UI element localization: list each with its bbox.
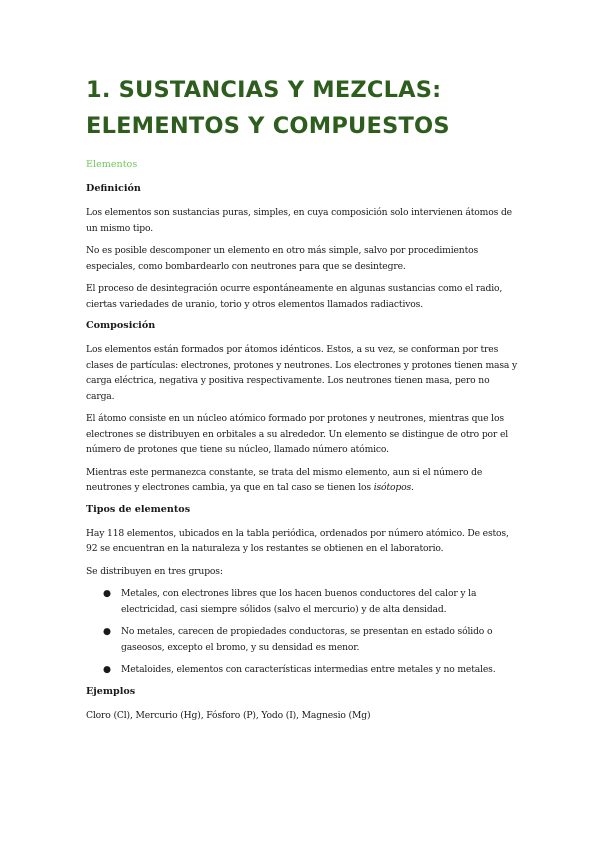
list-item-text: Metales, con electrones libres que los hacen buenos conductores del calor y la electricidad, casi siempre sólidos (salvo el mercurio) y de alta densidad.: [121, 588, 477, 615]
composicion-paragraph-1: Los elementos están formados por átomos idénticos. Estos, a su vez, se conforman por tres clases de partículas: electrones, protones y neutrones. Los electrones y protones tienen masa y carga eléctrica, negativa y positiva respectivamente. Los neutrones tienen masa, pero no carga.: [86, 344, 518, 402]
heading-tipos-de-elementos: Tipos de elementos: [86, 503, 191, 515]
title-line-1: 1. SUSTANCIAS Y MEZCLAS:: [86, 77, 442, 103]
list-item-text: Metaloides, elementos con características intermedias entre metales y no metales.: [121, 664, 496, 675]
definicion-paragraph-1: Los elementos son sustancias puras, simples, en cuya composición solo intervienen átomos de un mismo tipo.: [86, 207, 512, 234]
document-page: [86, 72, 518, 730]
tipos-paragraph-1: Hay 118 elementos, ubicados en la tabla periódica, ordenados por número atómico. De estos, 92 se encuentran en la naturaleza y los restantes se obtienen en el laboratorio.: [86, 527, 509, 554]
composicion-paragraph-2: El átomo consiste en un núcleo atómico formado por protones y neutrones, mientras que los electrones se distribuyen en orbitales a su alrededor. Un elemento se distingue de otro por el número de protones que tiene su núcleo, llamado número atómico.: [86, 413, 509, 455]
heading-composicion: Composición: [86, 320, 156, 331]
ejemplos-text: Cloro (Cl), Mercurio (Hg), Fósforo (P), Yodo (I), Magnesio (Mg): [86, 709, 371, 721]
bullet-icon: ●: [103, 588, 111, 599]
definicion-paragraph-3: El proceso de desintegración ocurre espontáneamente en algunas sustancias como el radio, ciertas variedades de uranio, torio y otros elementos llamados radiactivos.: [86, 283, 503, 310]
list-item-text: No metales, carecen de propiedades conductoras, se presentan en estado sólido o gaseosos, excepto el bromo, y su densidad es menor.: [121, 626, 493, 653]
element-groups-list: [86, 586, 518, 678]
composicion-paragraph-3: [86, 465, 518, 496]
composicion-p3-end: .: [411, 482, 414, 493]
list-item-metales: [86, 586, 518, 617]
list-item-no-metales: [86, 624, 518, 655]
heading-ejemplos: Ejemplos: [86, 685, 136, 697]
bullet-icon: ●: [103, 664, 111, 675]
title-line-2: ELEMENTOS Y COMPUESTOS: [86, 113, 450, 139]
document-title: [86, 72, 518, 144]
bullet-icon: ●: [103, 626, 111, 637]
composicion-p3-text: Mientras este permanezca constante, se trata del mismo elemento, aun si el número de neutrones y electrones cambia, ya que en tal caso se tienen los: [86, 466, 483, 493]
definicion-paragraph-2: No es posible descomponer un elemento en otro más simple, salvo por procedimientos especiales, como bombardearlo con neutrones para que se desintegre.: [86, 245, 479, 272]
section-label-elementos: Elementos: [86, 159, 138, 170]
heading-definicion: Definición: [86, 183, 141, 194]
isotopos-term: isótopos: [373, 482, 412, 493]
tipos-paragraph-2: Se distribuyen en tres grupos:: [86, 565, 223, 577]
list-item-metaloides: [86, 662, 518, 678]
